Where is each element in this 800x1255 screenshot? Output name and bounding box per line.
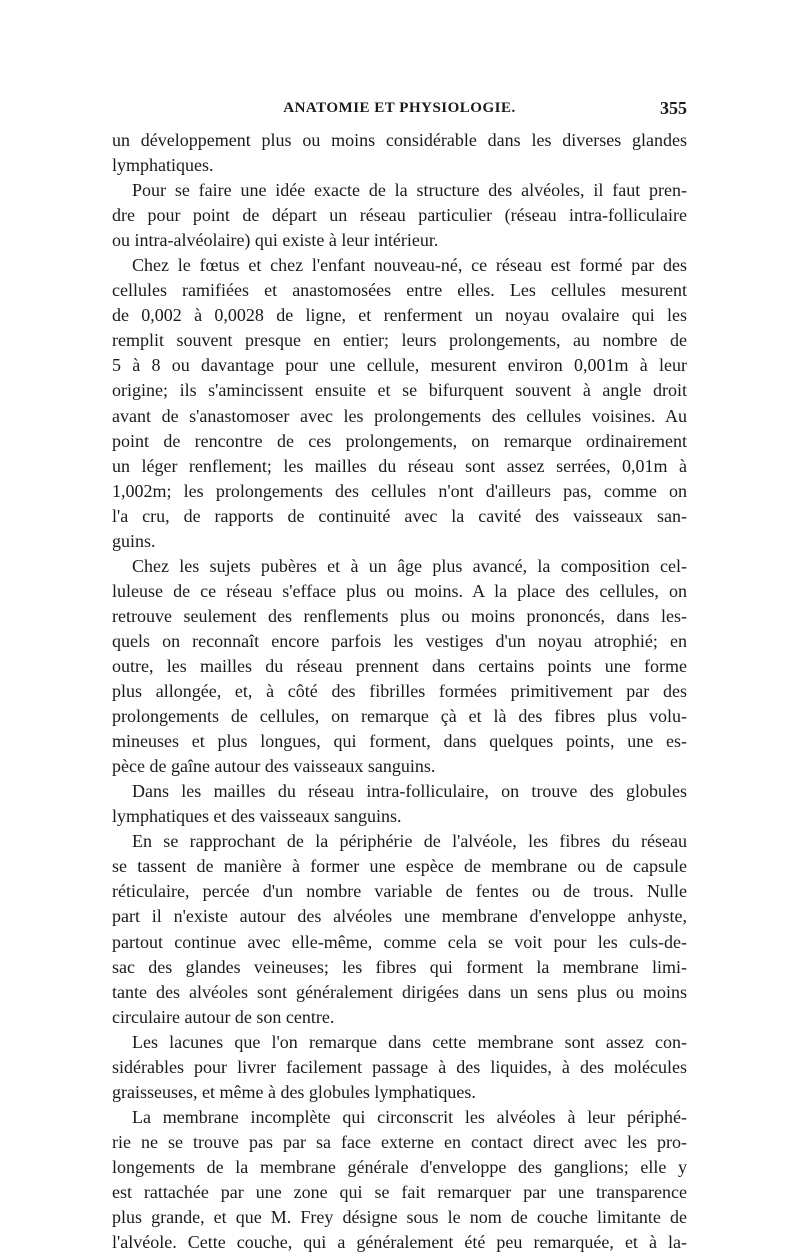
text-line: dre pour point de départ un réseau particulier (réseau intra-folliculaire: [112, 205, 687, 226]
text-line: réticulaire, percée d'un nombre variable de fentes ou de trous. Nulle: [112, 881, 687, 902]
text-line: La membrane incomplète qui circonscrit les alvéoles à leur périphé-: [132, 1106, 687, 1127]
text-line: quels on reconnaît encore parfois les vestiges d'un noyau atrophié; en: [112, 630, 687, 651]
text-line: 5 à 8 ou davantage pour une cellule, mesurent environ 0,001m à leur: [112, 355, 687, 376]
text-line: Dans les mailles du réseau intra-folliculaire, on trouve des globules: [132, 781, 687, 802]
text-line: sac des glandes veineuses; les fibres qui forment la membrane limi-: [112, 956, 687, 977]
text-line: circulaire autour de son centre.: [112, 1006, 335, 1027]
running-head: [112, 96, 687, 126]
text-line: remplit souvent presque en entier; leurs prolongements, au nombre de: [112, 330, 687, 351]
text-line: pèce de gaîne autour des vaisseaux sanguins.: [112, 756, 436, 777]
text-line: partout continue avec elle-même, comme cela se voit pour les culs-de-: [112, 931, 687, 952]
text-line: point de rencontre de ces prolongements, on remarque ordinairement: [112, 430, 687, 451]
text-line: Chez le fœtus et chez l'enfant nouveau-né, ce réseau est formé par des: [132, 255, 687, 276]
text-line: tante des alvéoles sont généralement dirigées dans un sens plus ou moins: [112, 981, 687, 1002]
text-line: lymphatiques.: [112, 155, 214, 176]
text-line: Chez les sujets pubères et à un âge plus avancé, la composition cel-: [132, 555, 687, 576]
text-line: de 0,002 à 0,0028 de ligne, et renferment un noyau ovalaire qui les: [112, 305, 687, 326]
text-line: retrouve seulement des renflements plus ou moins prononcés, dans les-: [112, 605, 687, 626]
text-line: En se rapprochant de la périphérie de l'alvéole, les fibres du réseau: [132, 831, 687, 852]
text-line: graisseuses, et même à des globules lymphatiques.: [112, 1081, 476, 1102]
text-line: mineuses et plus longues, qui forment, dans quelques points, une es-: [112, 731, 687, 752]
text-line: 1,002m; les prolongements des cellules n'ont d'ailleurs pas, comme on: [112, 480, 687, 501]
text-line: sidérables pour livrer facilement passage à des liquides, à des molécules: [112, 1056, 687, 1077]
text-line: guins.: [112, 530, 156, 551]
text-line: rie ne se trouve pas par sa face externe en contact direct avec les pro-: [112, 1131, 687, 1152]
text-line: avant de s'anastomoser avec les prolongements des cellules voisines. Au: [112, 405, 687, 426]
body-text: [112, 128, 687, 1255]
text-line: cellules ramifiées et anastomosées entre elles. Les cellules mesurent: [112, 280, 687, 301]
text-line: part il n'existe autour des alvéoles une membrane d'enveloppe anhyste,: [112, 906, 687, 927]
text-line: Les lacunes que l'on remarque dans cette membrane sont assez con-: [132, 1031, 687, 1052]
text-line: un léger renflement; les mailles du réseau sont assez serrées, 0,01m à: [112, 455, 687, 476]
text-line: plus grande, et que M. Frey désigne sous le nom de couche limitante de: [112, 1207, 687, 1228]
text-line: un développement plus ou moins considérable dans les diverses glandes: [112, 130, 687, 150]
text-line: l'alvéole. Cette couche, qui a généralement été peu remarquée, et à la-: [112, 1232, 687, 1253]
text-line: luleuse de ce réseau s'efface plus ou moins. A la place des cellules, on: [112, 580, 687, 601]
text-line: lymphatiques et des vaisseaux sanguins.: [112, 806, 402, 827]
text-line: prolongements de cellules, on remarque çà et là des fibres plus volu-: [112, 706, 687, 727]
text-line: l'a cru, de rapports de continuité avec la cavité des vaisseaux san-: [112, 505, 687, 526]
text-line: se tassent de manière à former une espèce de membrane ou de capsule: [112, 856, 687, 877]
page-number: 355: [660, 98, 687, 118]
text-line: plus allongée, et, à côté des fibrilles formées primitivement par des: [112, 681, 687, 702]
text-line: est rattachée par une zone qui se fait remarquer par une transparence: [112, 1181, 687, 1202]
text-line: origine; ils s'amincissent ensuite et se bifurquent souvent à angle droit: [112, 380, 687, 401]
text-line: longements de la membrane générale d'enveloppe des ganglions; elle y: [112, 1156, 687, 1177]
running-title: ANATOMIE ET PHYSIOLOGIE.: [283, 100, 516, 116]
text-line: ou intra-alvéolaire) qui existe à leur intérieur.: [112, 230, 439, 251]
text-line: outre, les mailles du réseau prennent dans certains points une forme: [112, 655, 687, 676]
text-line: Pour se faire une idée exacte de la structure des alvéoles, il faut pren-: [132, 180, 687, 201]
